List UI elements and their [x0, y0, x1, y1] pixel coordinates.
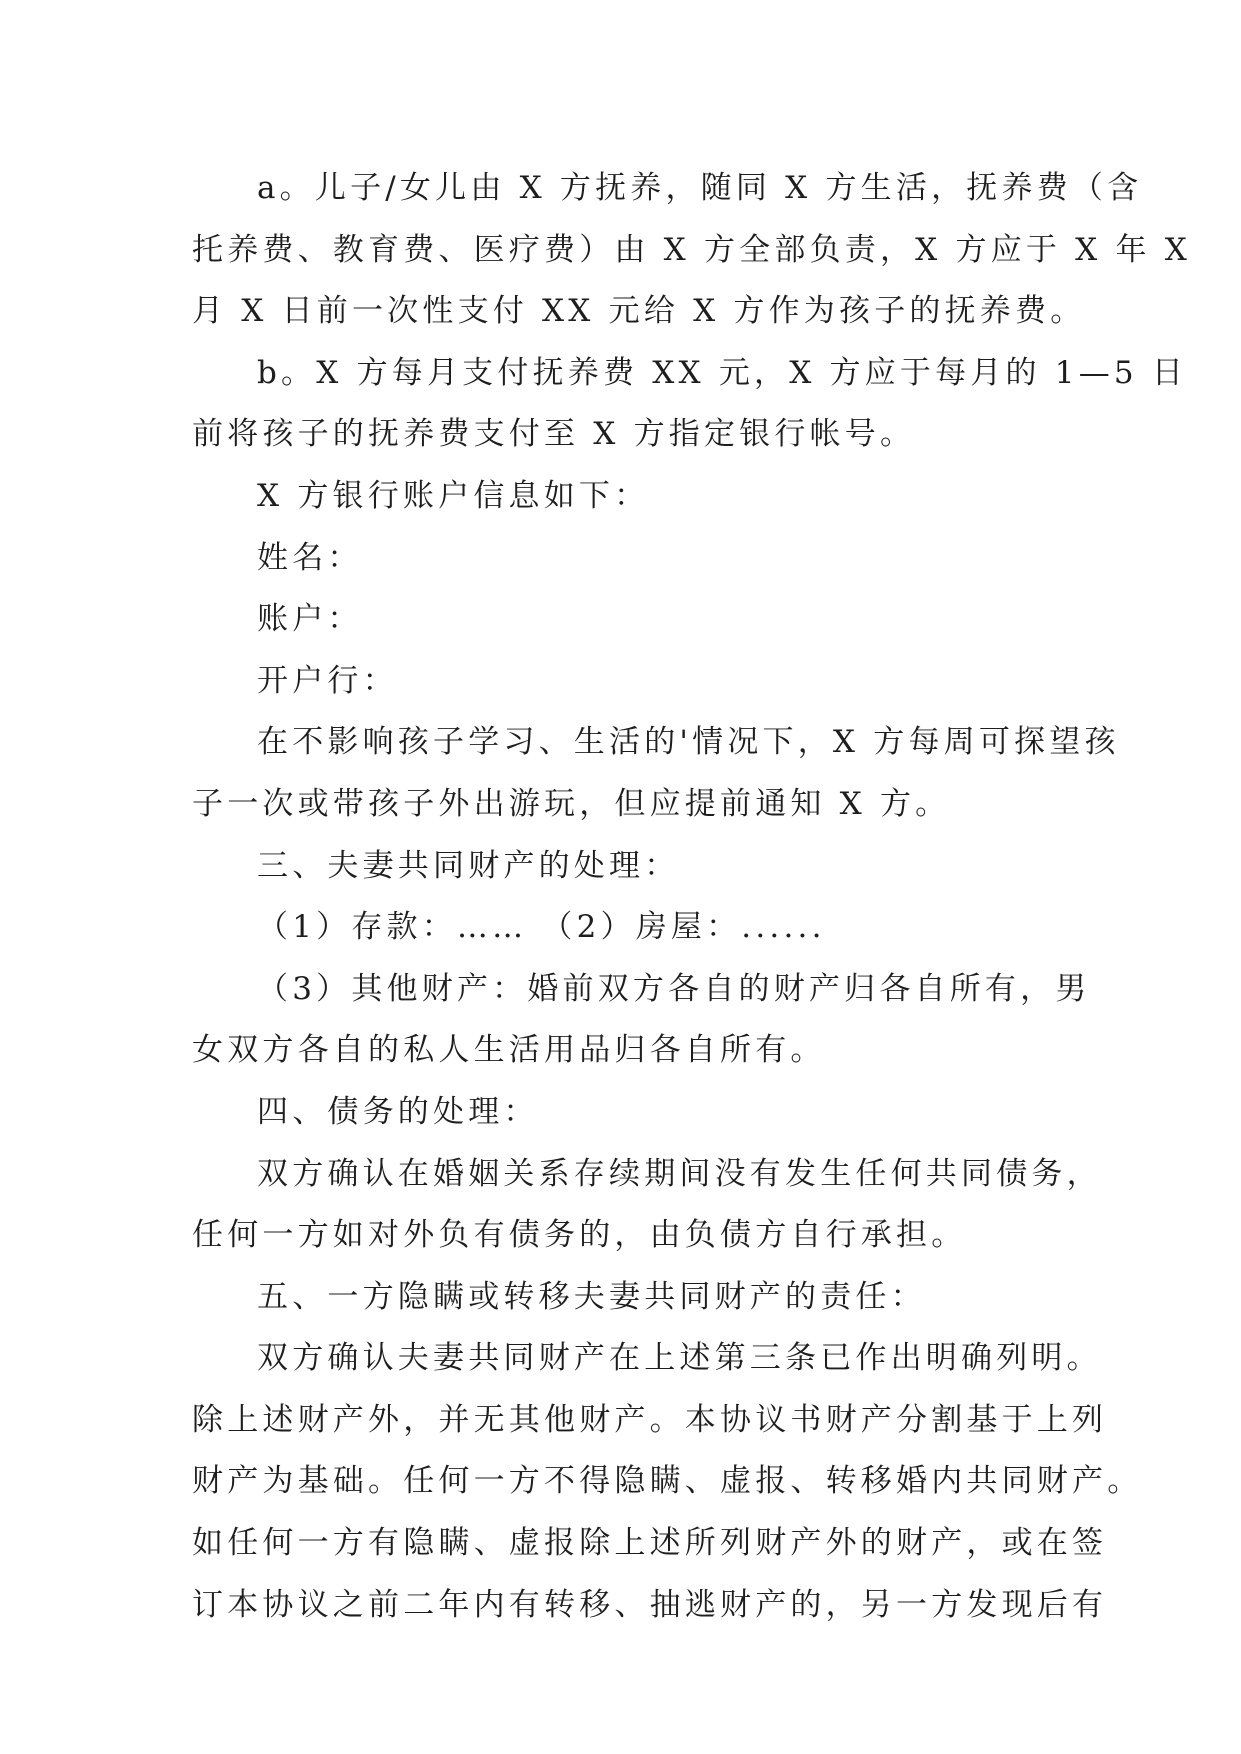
- text-line: 双方确认在婚姻关系存续期间没有发生任何共同债务，: [257, 1155, 1102, 1192]
- document-body: [192, 158, 1191, 1636]
- section-heading: 五、一方隐瞒或转移夫妻共同财产的责任：: [257, 1278, 926, 1315]
- text-line: 如任何一方有隐瞒、虚报除上述所列财产外的财产，或在签: [192, 1525, 1108, 1562]
- text-line: 前将孩子的抚养费支付至 X 方指定银行帐号。: [192, 416, 916, 453]
- text-line: X 方银行账户信息如下：: [257, 477, 650, 514]
- text-line: 姓名：: [257, 539, 363, 576]
- text-line: 账户：: [257, 601, 363, 638]
- text-line: a。儿子/女儿由 X 方抚养，随同 X 方生活，抚养费（含: [257, 170, 1143, 206]
- text-line: 除上述财产外，并无其他财产。本协议书财产分割基于上列: [192, 1401, 1108, 1438]
- text-line: 在不影响孩子学习、生活的'情况下，X 方每周可探望孩: [257, 724, 1120, 761]
- text-line: b。X 方每月支付抚养费 XX 元，X 方应于每月的 1—5 日: [257, 354, 1188, 391]
- section-heading: 四、债务的处理：: [257, 1093, 539, 1130]
- text-line: 女双方各自的私人生活用品归各自所有。: [192, 1032, 826, 1069]
- text-line: 双方确认夫妻共同财产在上述第三条已作出明确列明。: [257, 1340, 1102, 1377]
- text-line: 订本协议之前二年内有转移、抽逃财产的，另一方发现后有: [192, 1586, 1108, 1623]
- text-line: （1）存款：…… （2）房屋：......: [257, 909, 826, 946]
- text-line: （3）其他财产：婚前双方各自的财产归各自所有，男: [257, 970, 1091, 1007]
- text-line: 任何一方如对外负有债务的，由负债方自行承担。: [192, 1217, 967, 1254]
- text-line: 月 X 日前一次性支付 XX 元给 X 方作为孩子的抚养费。: [192, 293, 1086, 330]
- text-line: 托养费、教育费、医疗费）由 X 方全部负责，X 方应于 X 年 X: [192, 231, 1191, 268]
- text-line: 财产为基础。任何一方不得隐瞒、虚报、转移婚内共同财产。: [192, 1463, 1143, 1500]
- text-line: 子一次或带孩子外出游玩，但应提前通知 X 方。: [192, 785, 951, 822]
- text-line: 开户行：: [257, 662, 398, 699]
- section-heading: 三、夫妻共同财产的处理：: [257, 847, 680, 884]
